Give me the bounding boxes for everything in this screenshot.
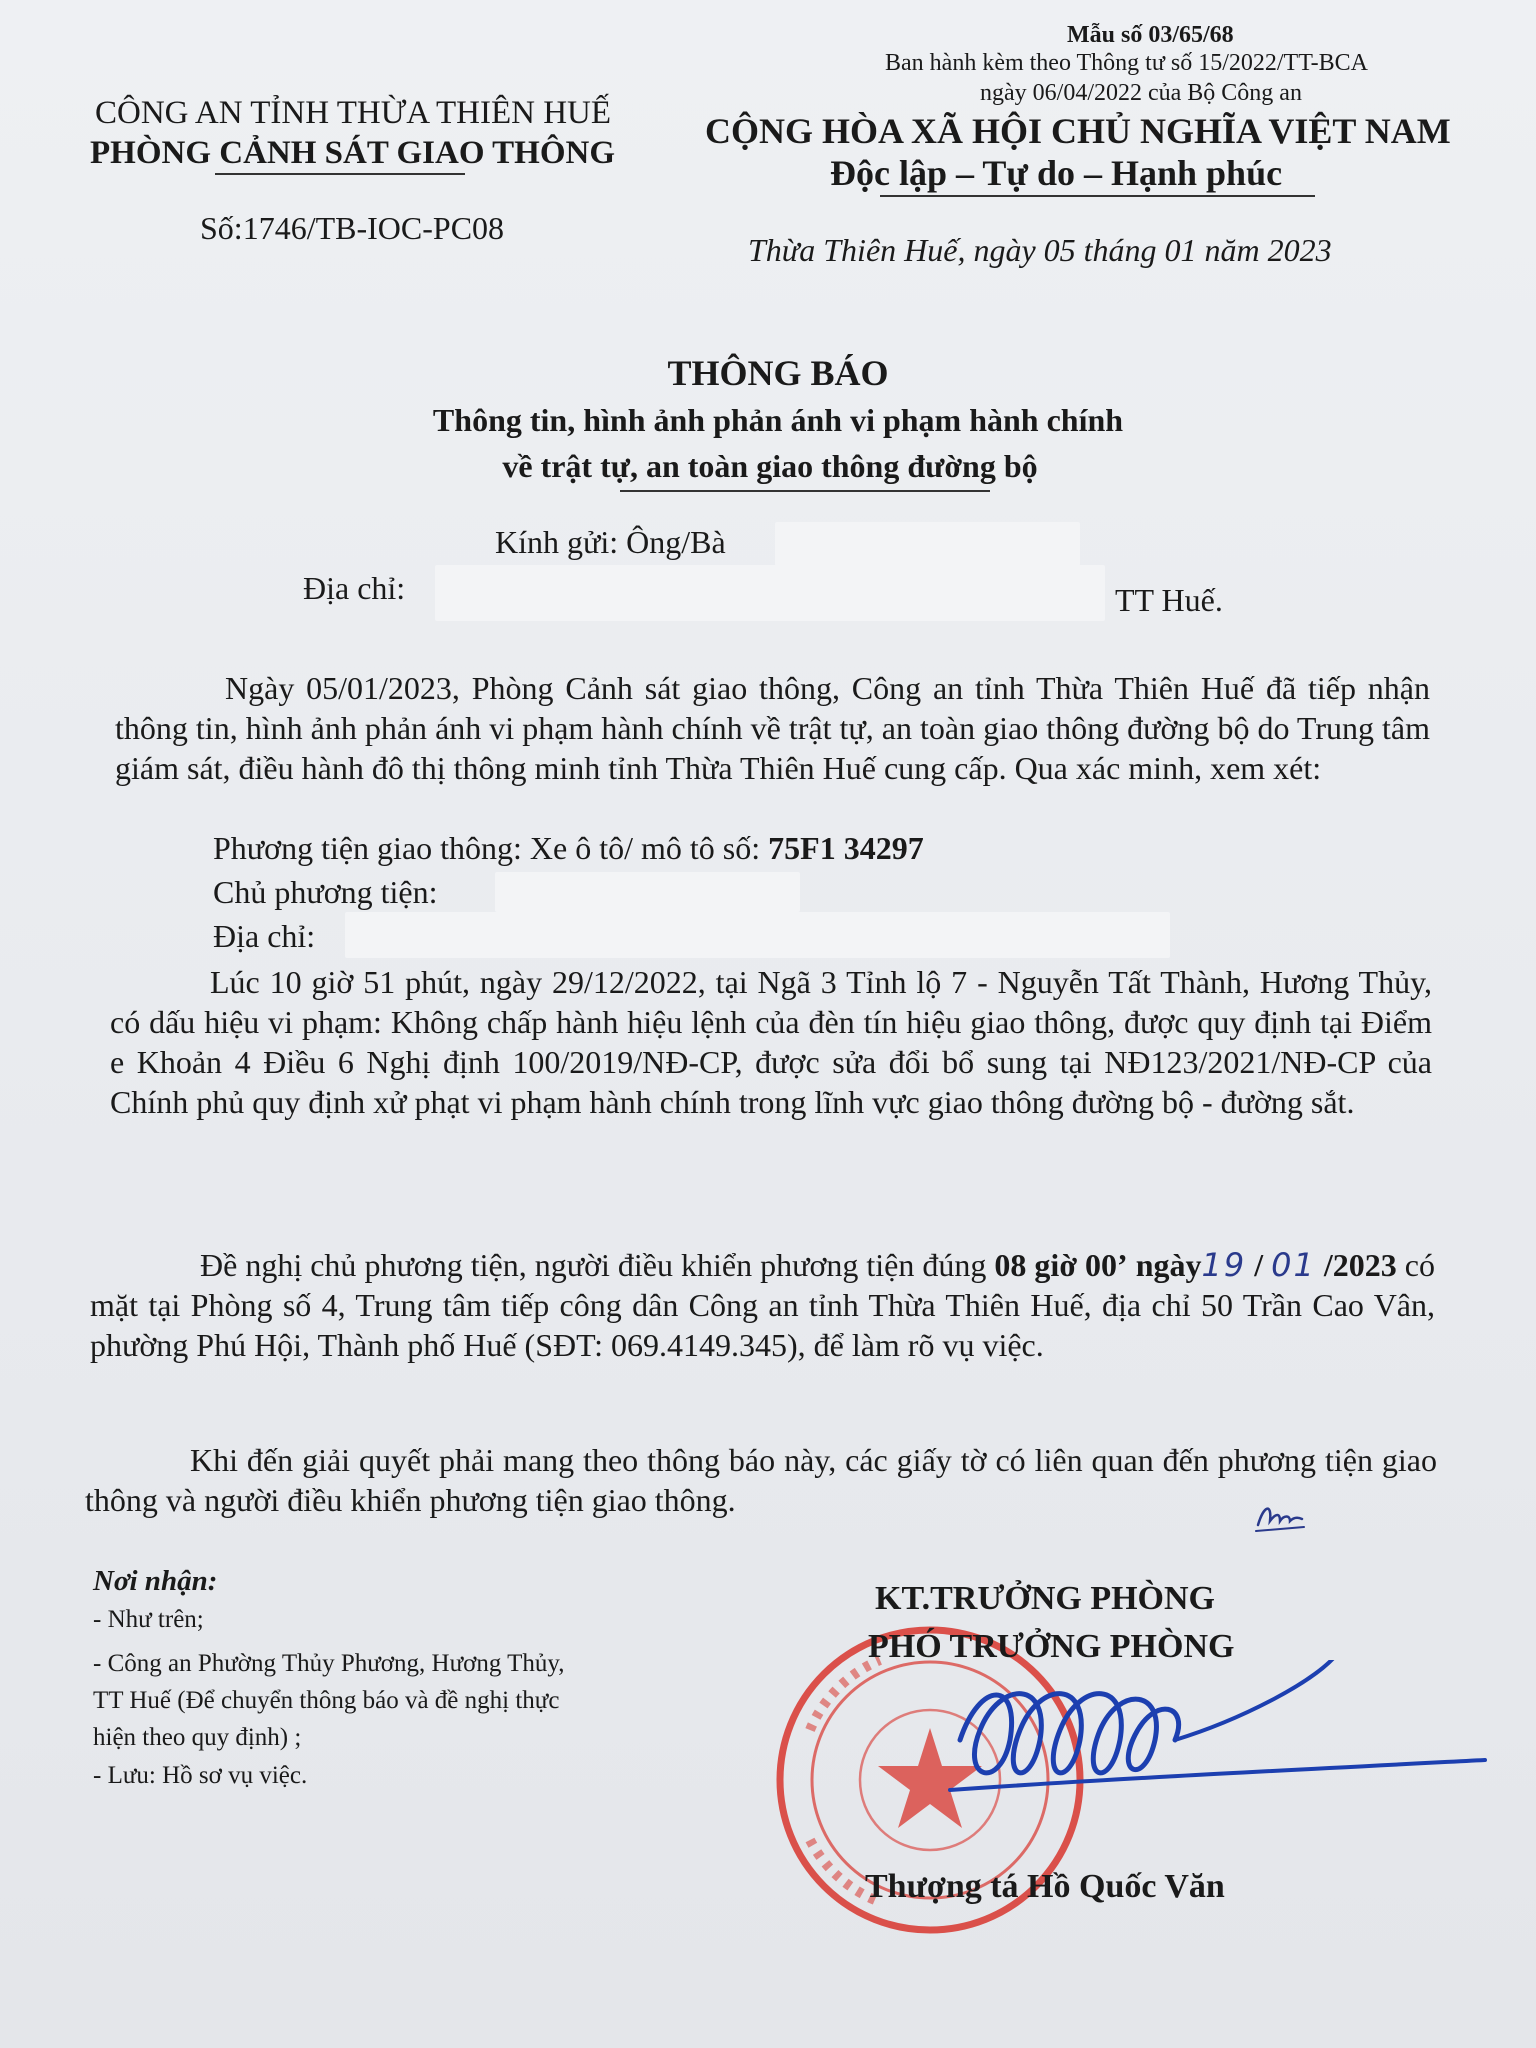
redacted-owner-address <box>345 912 1170 958</box>
appointment-intro: Đề nghị chủ phương tiện, người điều khiển phương tiện đúng <box>200 1247 995 1283</box>
date-separator: / <box>1246 1247 1272 1283</box>
body-paragraph-4: Khi đến giải quyết phải mang theo thông báo này, các giấy tờ có liên quan đến phương tiện giao thông và người điều khiển phương tiện giao thông. <box>85 1442 1437 1518</box>
vehicle-label: Phương tiện giao thông: Xe ô tô/ mô tô số: <box>213 830 769 866</box>
document-title: THÔNG BÁO <box>667 353 889 393</box>
signature-icon <box>940 1660 1500 1830</box>
appointment-year: /2023 <box>1315 1247 1397 1283</box>
agency-name: PHÒNG CẢNH SÁT GIAO THÔNG <box>90 135 616 171</box>
appointment-time: 08 giờ 00’ <box>994 1247 1128 1283</box>
title-underline <box>620 490 990 492</box>
recipients-title: Nơi nhận: <box>93 1565 218 1597</box>
document-subtitle-line1: Thông tin, hình ảnh phản ánh vi phạm hành chính <box>432 402 1124 438</box>
signatory-title-2: PHÓ TRƯỞNG PHÒNG <box>868 1628 1235 1665</box>
owner-address-label: Địa chỉ: <box>213 918 316 954</box>
appointment-month-handwritten: 01 <box>1271 1246 1316 1284</box>
appointment-day-label: ngày <box>1135 1247 1202 1283</box>
recipient-address-label: Địa chỉ: <box>303 570 406 606</box>
recipient-item-2-cont2: hiện theo quy định) ; <box>93 1724 302 1751</box>
redacted-owner-name <box>495 872 800 912</box>
nation-motto: Độc lập – Tự do – Hạnh phúc <box>830 153 1283 193</box>
body-paragraph-1: Ngày 05/01/2023, Phòng Cảnh sát giao thông, Công an tỉnh Thừa Thiên Huế đã tiếp nhận thông tin, hình ảnh phản ánh vi phạm hành chính về trật tự, an toàn giao thông đường bộ do Trung tâm giám sát, điều hành đô thị thông minh tỉnh Thừa Thiên Huế cung cấp. Qua xác minh, xem xét: <box>115 670 1430 786</box>
recipient-item-3: - Lưu: Hồ sơ vụ việc. <box>93 1762 308 1789</box>
recipient-address-tail: TT Huế. <box>1115 582 1223 618</box>
appointment-day-handwritten: 19 <box>1201 1246 1247 1284</box>
recipient-item-2-cont: TT Huế (Để chuyển thông báo và đề nghị thực <box>93 1687 560 1714</box>
agency-underline <box>215 173 465 175</box>
signer-name: Thượng tá Hồ Quốc Văn <box>865 1868 1225 1905</box>
redacted-recipient-address <box>435 565 1105 621</box>
place-date: Thừa Thiên Huế, ngày 05 tháng 01 năm 2023 <box>748 232 1332 268</box>
recipient-item-1: - Như trên; <box>93 1606 204 1633</box>
handwritten-initial-icon <box>1250 1485 1310 1545</box>
owner-label: Chủ phương tiện: <box>213 874 438 910</box>
signatory-title-1: KT.TRƯỞNG PHÒNG <box>875 1580 1215 1617</box>
nation-title: CỘNG HÒA XÃ HỘI CHỦ NGHĨA VIỆT NAM <box>705 111 1451 151</box>
recipient-label: Kính gửi: Ông/Bà <box>495 524 726 560</box>
license-plate: 75F1 34297 <box>768 830 924 866</box>
redacted-recipient-name <box>775 522 1080 566</box>
vehicle-line <box>213 830 924 867</box>
motto-underline <box>880 195 1315 197</box>
agency-parent: CÔNG AN TỈNH THỪA THIÊN HUẾ <box>95 95 612 131</box>
body-paragraph-3 <box>90 1245 1435 1365</box>
body-paragraph-2: Lúc 10 giờ 51 phút, ngày 29/12/2022, tại Ngã 3 Tỉnh lộ 7 - Nguyễn Tất Thành, Hương Thủy, có dấu hiệu vi phạm: Không chấp hành hiệu lệnh của đèn tín hiệu giao thông, được quy định tại Điểm e Khoản 4 Điều 6 Nghị định 100/2019/NĐ-CP, được sửa đổi bổ sung tại NĐ123/2021/NĐ-CP của Chính phủ quy định xử phạt vi phạm hành chính trong lĩnh vực giao thông đường bộ - đường sắt. <box>110 964 1432 1120</box>
document-subtitle-line2: về trật tự, an toàn giao thông đường bộ <box>502 448 1038 484</box>
appointment-details: có mặt tại Phòng số 4, Trung tâm tiếp công dân Công an tỉnh Thừa Thiên Huế, địa chỉ 50 Trần Cao Vân, phường Phú Hội, Thành phố Huế (SĐT: 069.4149.345), để làm rõ vụ việc. <box>90 1247 1436 1363</box>
form-number: Mẫu số 03/65/68 <box>1067 22 1234 48</box>
document-number: Số:1746/TB-IOC-PC08 <box>200 210 505 246</box>
form-issuance-date: ngày 06/04/2022 của Bộ Công an <box>980 80 1302 106</box>
form-issuance-line: Ban hành kèm theo Thông tư số 15/2022/TT-BCA <box>885 50 1368 76</box>
recipient-item-2: - Công an Phường Thủy Phương, Hương Thủy, <box>93 1650 565 1677</box>
